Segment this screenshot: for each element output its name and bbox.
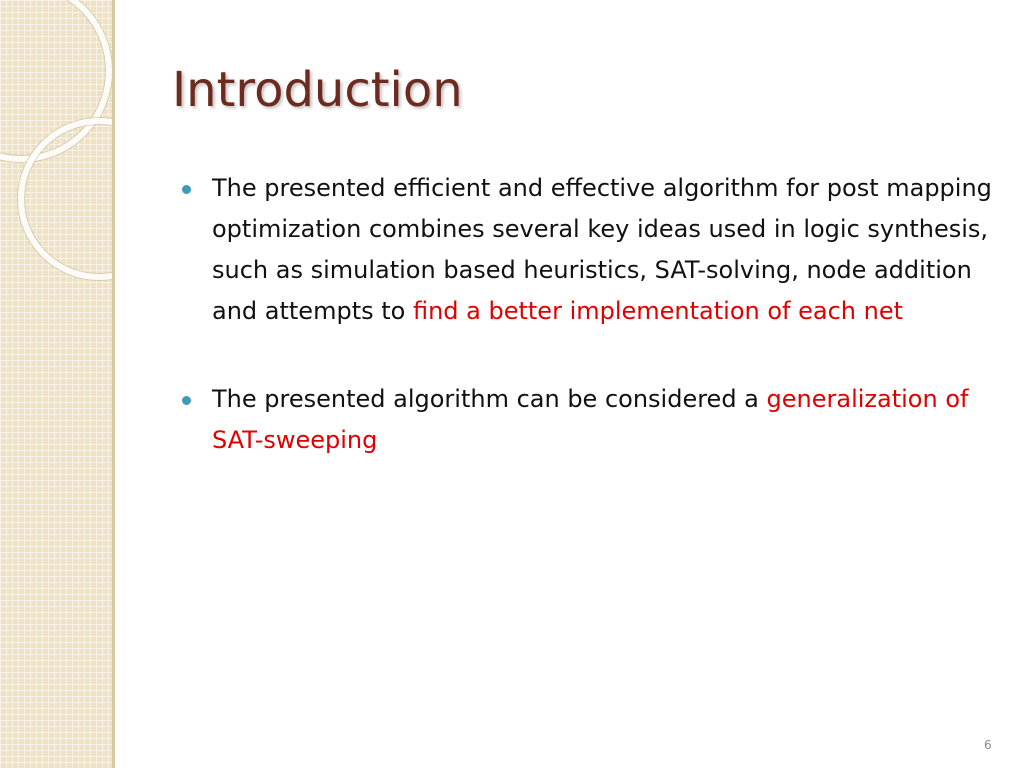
bullet-2-highlight: generalization of SAT-sweeping (212, 385, 969, 454)
bullet-item-2 (182, 379, 992, 461)
slide-title: Introduction (172, 62, 463, 118)
bullet-2-text: The presented algorithm can be considered a (212, 385, 767, 413)
bullet-dot-icon (182, 396, 191, 405)
bullet-item-1 (182, 168, 992, 332)
page-number: 6 (984, 738, 992, 752)
bullet-1-text: The presented efficient and effective algorithm for post mapping optimization combines several key ideas used in logic synthesis, such as simulation based heuristics, SAT-solving, node addition and attempts to (212, 174, 992, 325)
bullet-list (182, 168, 992, 461)
bullet-dot-icon (182, 185, 191, 194)
bullet-1-highlight: find a better implementation of each net (412, 297, 904, 325)
decorative-sidebar (0, 0, 112, 768)
sidebar-divider (112, 0, 115, 768)
